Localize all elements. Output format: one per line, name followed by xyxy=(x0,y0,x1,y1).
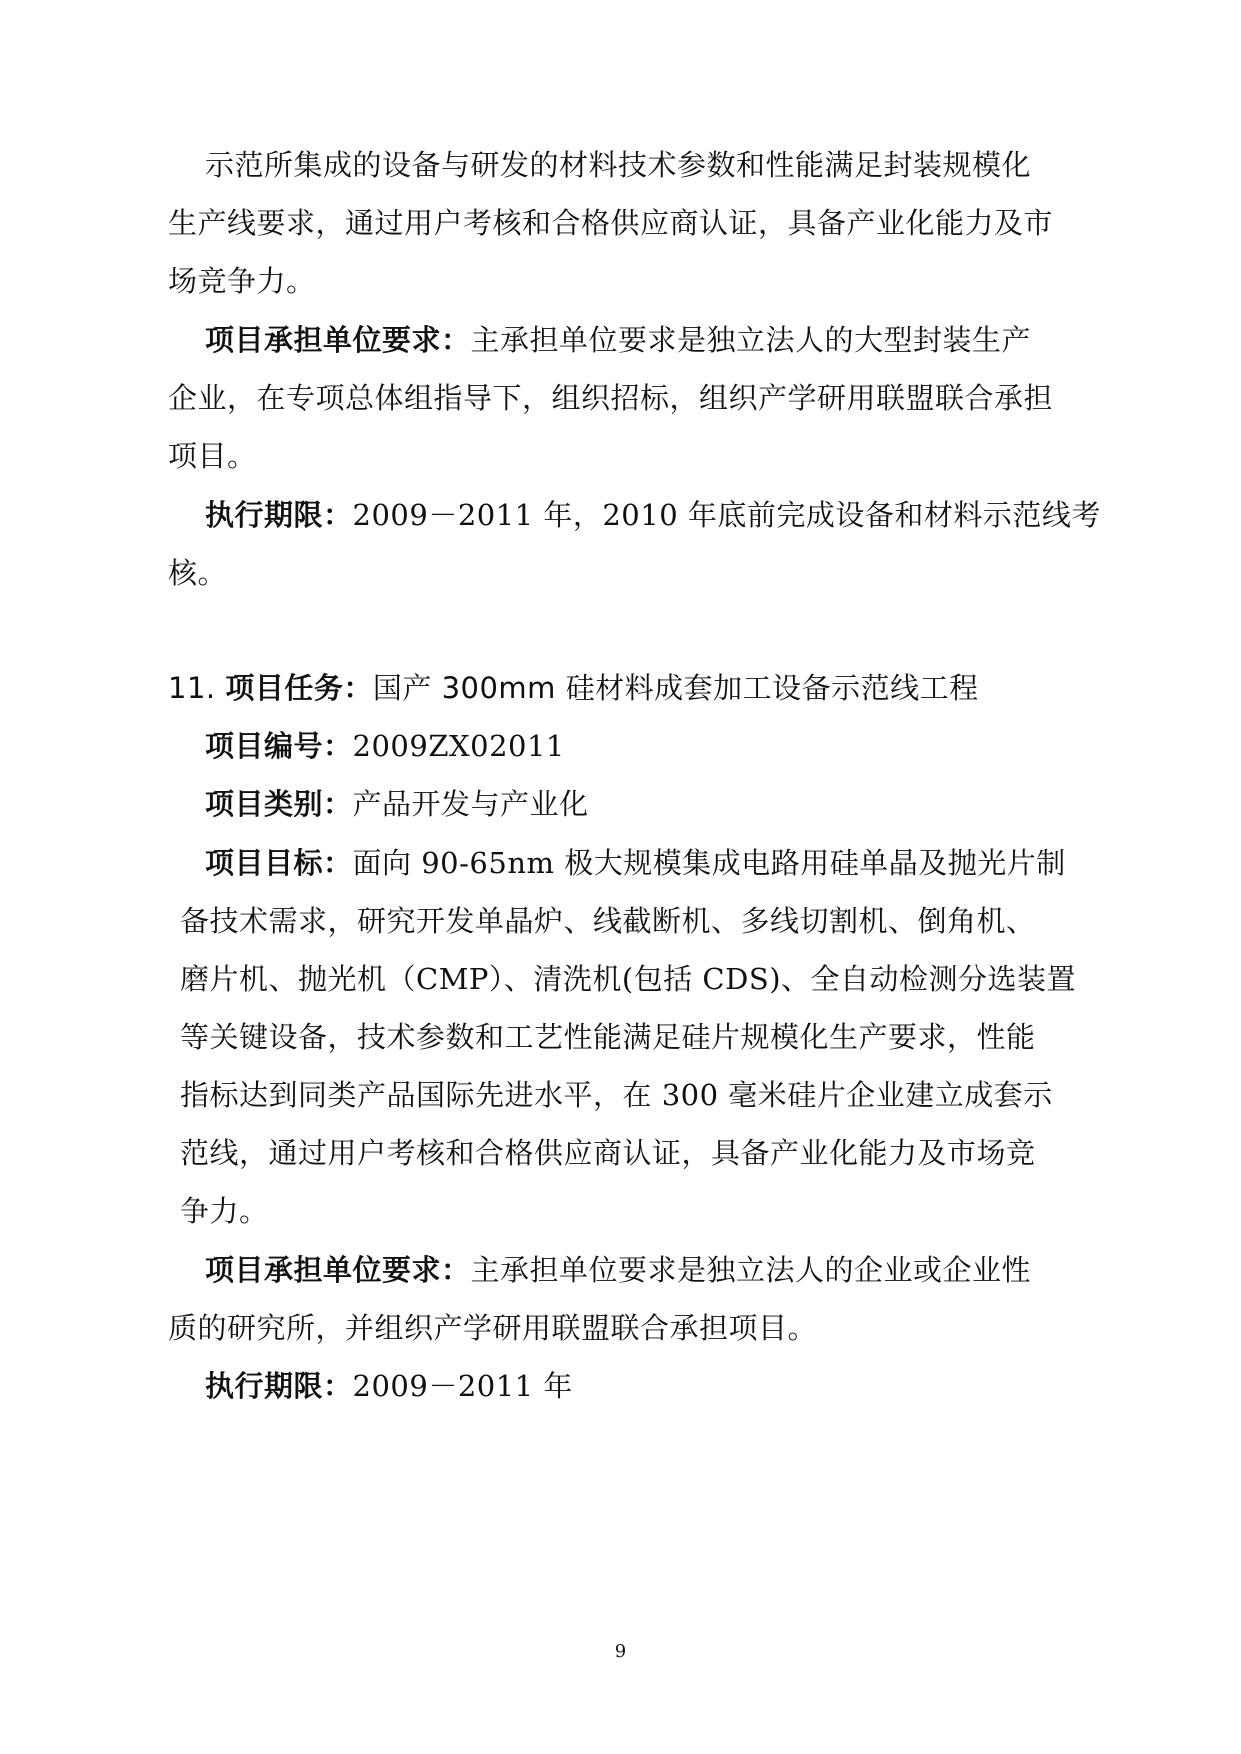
prev-undertaker-label: 项目承担单位要求： xyxy=(205,323,471,357)
prev-goal-line-1: 示范所集成的设备与研发的材料技术参数和性能满足封装规模化 xyxy=(205,148,1032,182)
item11-undertaker-text-1: 主承担单位要求是独立法人的企业或企业性 xyxy=(470,1253,1032,1287)
item11-code-value: 2009ZX02011 xyxy=(352,729,565,763)
prev-period-label: 执行期限： xyxy=(205,498,353,532)
item11-code-line xyxy=(205,726,565,766)
item11-undertaker-label: 项目承担单位要求： xyxy=(205,1253,471,1287)
item11-code-label: 项目编号： xyxy=(205,729,353,763)
prev-undertaker-line-3: 项目。 xyxy=(168,439,257,473)
item11-goal-line-4: 等关键设备，技术参数和工艺性能满足硅片规模化生产要求，性能 xyxy=(180,1020,1036,1054)
item11-goal-label: 项目目标： xyxy=(205,846,353,880)
item11-period-label: 执行期限： xyxy=(205,1369,353,1403)
prev-period-line-1 xyxy=(205,495,1101,535)
prev-period-text-1: 2009－2011 年，2010 年底前完成设备和材料示范线考 xyxy=(352,498,1101,532)
item11-task-pre: 国产 xyxy=(372,671,442,705)
item11-task-label: 项目任务： xyxy=(225,671,373,705)
item11-period-line xyxy=(205,1366,573,1406)
page-number: 9 xyxy=(614,1641,627,1662)
item11-task-mm: 300mm xyxy=(441,671,556,705)
prev-undertaker-line-1 xyxy=(205,320,1031,360)
item11-category-value: 产品开发与产业化 xyxy=(352,787,589,821)
item11-category-line xyxy=(205,784,589,824)
item11-goal-line-1 xyxy=(205,843,1066,883)
item11-goal-line-3: 磨片机、抛光机（CMP）、清洗机(包括 CDS)、全自动检测分选装置 xyxy=(180,962,1077,996)
item11-task-line xyxy=(168,668,979,708)
item11-goal-line-7: 争力。 xyxy=(180,1194,269,1228)
prev-undertaker-text-1: 主承担单位要求是独立法人的大型封装生产 xyxy=(470,323,1032,357)
item11-goal-line-5: 指标达到同类产品国际先进水平，在 300 毫米硅片企业建立成套示 xyxy=(180,1078,1053,1112)
prev-period-line-2: 核。 xyxy=(168,556,228,590)
prev-goal-line-2: 生产线要求，通过用户考核和合格供应商认证，具备产业化能力及市 xyxy=(168,206,1054,240)
item11-task-post: 硅材料成套加工设备示范线工程 xyxy=(555,671,979,705)
item11-number: 11. xyxy=(168,671,216,705)
item11-goal-line-2: 备技术需求，研究开发单晶炉、线截断机、多线切割机、倒角机、 xyxy=(180,904,1036,938)
item11-period-value: 2009－2011 年 xyxy=(352,1369,573,1403)
item11-goal-line-6: 范线，通过用户考核和合格供应商认证，具备产业化能力及市场竞 xyxy=(180,1136,1036,1170)
item11-goal-text-1: 面向 90-65nm 极大规模集成电路用硅单晶及抛光片制 xyxy=(352,846,1066,880)
prev-goal-line-3: 场竞争力。 xyxy=(168,264,316,298)
prev-undertaker-line-2: 企业，在专项总体组指导下，组织招标，组织产学研用联盟联合承担 xyxy=(168,381,1054,415)
item11-undertaker-line-2: 质的研究所，并组织产学研用联盟联合承担项目。 xyxy=(168,1311,818,1345)
item11-undertaker-line-1 xyxy=(205,1250,1031,1290)
item11-category-label: 项目类别： xyxy=(205,787,353,821)
